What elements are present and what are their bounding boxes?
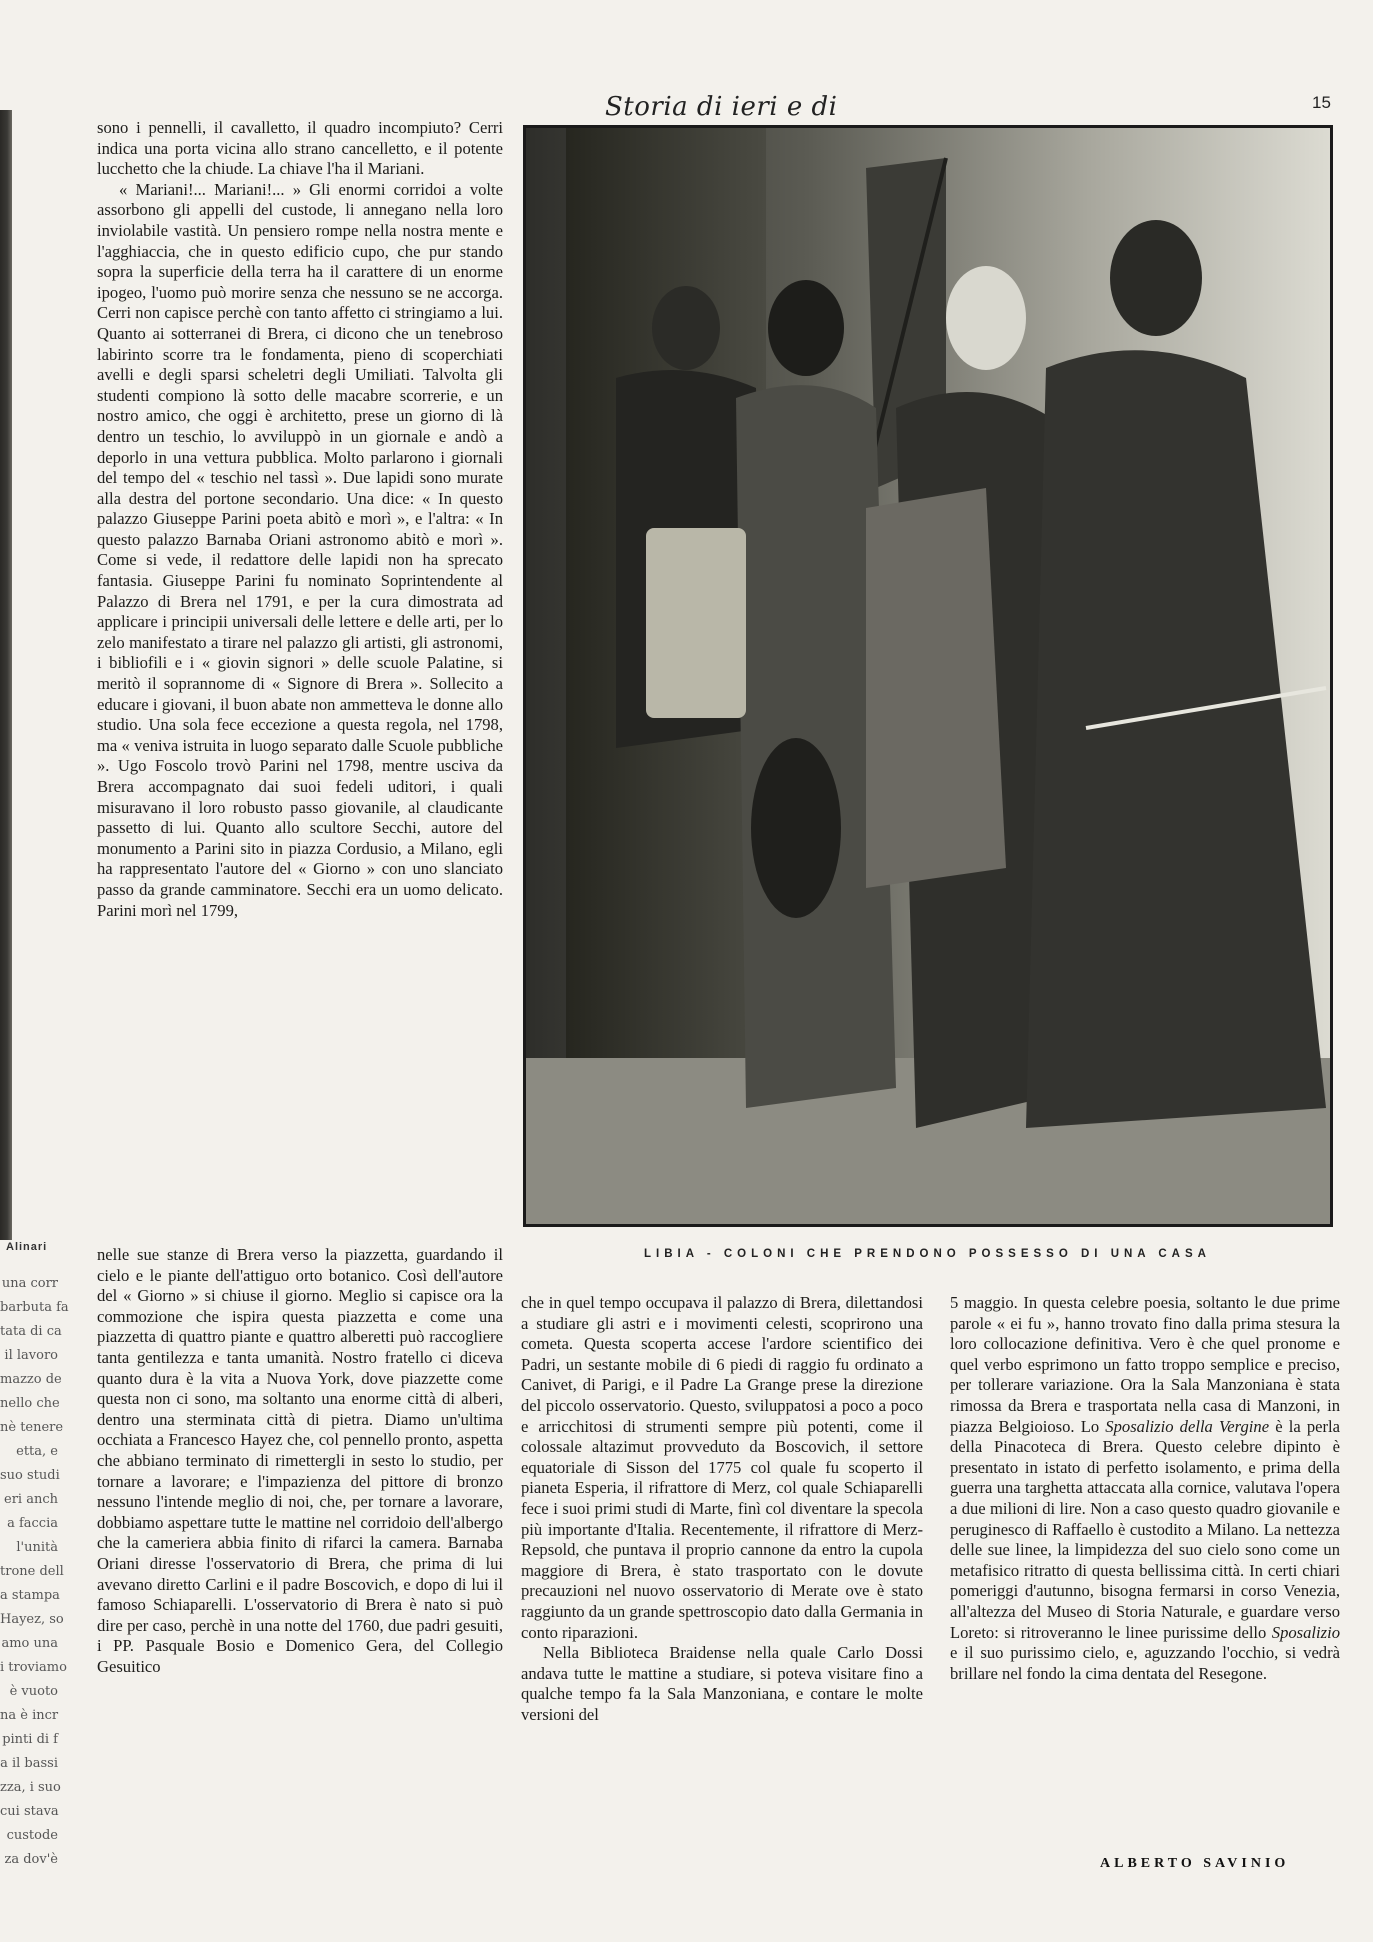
figure-3-head	[946, 266, 1026, 370]
article-column-bottom-right	[950, 1293, 1340, 1684]
gutter-fragment: eri anch	[4, 1492, 58, 1507]
gutter-fragment: tata di ca	[0, 1324, 62, 1339]
gutter-fragment: nè tenere	[0, 1420, 64, 1435]
folded-blankets	[866, 488, 1006, 888]
page-number: 15	[1312, 93, 1331, 112]
paragraph: sono i pennelli, il cavalletto, il quadro incompiuto? Cerri indica una porta vicina allo strano cancelletto, e il potente lucchetto che la chiude. La chiave l'ha il Mariani.	[97, 118, 503, 179]
photograph-colonists-libya	[523, 125, 1333, 1227]
gutter-fragment: barbuta fa	[0, 1300, 69, 1315]
gutter-fragment: na è incr	[0, 1708, 59, 1723]
gutter-fragment: zza, i suo	[0, 1780, 61, 1795]
photo-illustration	[526, 128, 1330, 1224]
paragraph: che in quel tempo occupava il palazzo di Brera, dilettandosi a studiare gli astri e i movimenti celesti, scoprirono una cometa. Questa scoperta accese l'ardore scientifico dei Padri, un sestante mobile di 6 piedi di raggio fu ordinato a Canivet, di Parigi, e il Padre La Grange prese la direzione del piccolo osservatorio. Questo, sviluppatosi a poco a poco e arricchitosi di strumenti sempre più potenti, come il colossale altazimut provveduto da Boscovich, il settore equatoriale di Sisson del 1775 col quale fu scoperto il pianeta Esperia, il rifrattore di Merz, col quale Schiaparelli fece i suoi primi studi di Marte, finì col diventare la specola più importante d'Italia. Recentemente, il rifrattore di Merz-Repsold, che puntava il proprio cannone da entro la cupola maggiore di Brera, è stato trasportato con le dovute precauzioni nel nuovo osservatorio di Merate ove è stato raggiunto da un grande spettroscopio dato dalla Germania in conto riparazioni.	[521, 1293, 923, 1642]
gutter-fragment: mazzo de	[0, 1372, 62, 1387]
photo-credit: Alinari	[6, 1241, 48, 1253]
gutter-fragment: cui stava	[0, 1804, 59, 1819]
gutter-fragment: za dov'è	[4, 1852, 58, 1867]
gutter-fragment: è vuoto	[9, 1684, 58, 1699]
figure-4-head	[1110, 220, 1202, 336]
paragraph: 5 maggio. In questa celebre poesia, soltanto le due prime parole « ei fu », hanno trovato fino dalla prima stesura la loro collocazione definitiva. Vero è che quel pronome e quel verbo esprimono un fatto troppo semplice e preciso, per tollerare variazione. Ora la Sala Manzoniana è stata rimossa da Brera e trasportata nella casa di Manzoni, in piazza Belgioioso. Lo Sposalizio della Vergine è la perla della Pinacoteca di Brera. Questo celebre dipinto è presentato in istato di perfetto isolamento, e prima della guerra una targhetta attaccata alla cornice, valutava l'opera a due milioni di lire. Non a caso questo quadro giovanile e peruginesco di Raffaello è custodito a Milano. La nettezza delle sue linee, la limpidezza del suo cielo sono come un metafisico ritratto di questa bellissima città. In certi chiari pomeriggi d'autunno, bisogna fermarsi in corso Venezia, all'altezza del Museo di Storia Naturale, e guardare verso Loreto: si ritroveranno le linee purissime dello Sposalizio e il suo purissimo cielo, e, aguzzando l'occhio, si vedrà brillare nel fondo la cima dentata del Resegone.	[950, 1293, 1341, 1683]
gutter-fragment: una corr	[1, 1276, 58, 1291]
article-column-bottom-left	[97, 1245, 503, 1677]
gutter-fragment: nello che	[0, 1396, 60, 1411]
sack	[751, 738, 841, 918]
gutter-fragment: custode	[6, 1828, 58, 1843]
running-head: Storia di ieri e di	[605, 92, 838, 122]
gutter-fragment: amo una	[1, 1636, 58, 1651]
article-column-top-left	[97, 118, 503, 921]
wicker-basket	[646, 528, 746, 718]
paragraph: nelle sue stanze di Brera verso la piazzetta, guardando il cielo e le piante dell'attiguo orto botanico. Così dell'autore del « Giorno » si chiuse il giorno. Meglio si capisce ora la commozione che ispira questa piazzetta e come una piazzetta di quattro piante e quattro alberetti può raccogliere tanta gentilezza e tanta umanità. Nostro fratello ci diceva quanto dura è la vita a Nuova York, dove piazzette come questa non ci sono, ma soltanto una enorme città di alberi, dentro una sterminata città di pietra. Diamo un'ultima occhiata a Francesco Hayez che, col pennello pronto, aspetta che abbiano terminato di rimettergli in sesto lo studio, per tornare a lavorare; e l'impazienza del pittore di bronzo nessuno l'intende meglio di noi, che, per tornare a lavorare, dobbiamo aspettare tutte le mattine nel corridoio dell'albergo che la cameriera abbia finito di rifarci la camera. Barnaba Oriani diresse l'osservatorio di Brera, che prima di lui avevano diretto Carlini e il padre Boscovich, e dopo di lui il famoso Schiaparelli. L'osservatorio di Brera è nato si può dire per caso, perchè in una notte del 1760, due padri gesuiti, i PP. Pasquale Bosio e Domenico Gera, del Collegio Gesuitico	[97, 1245, 503, 1676]
gutter-fragment: pinti di f	[2, 1732, 58, 1747]
paragraph: Nella Biblioteca Braidense nella quale Carlo Dossi andava tutte le mattine a studiare, si poteva visitare fino a qualche tempo fa la Sala Manzoniana, e contare le molte versioni del	[521, 1643, 923, 1724]
gutter-fragment: Hayez, so	[0, 1612, 64, 1627]
paragraph: « Mariani!... Mariani!... » Gli enormi corridoi a volte assorbono gli appelli del custode, li annegano nella loro inviolabile vastità. Un pensiero rompe nella nostra mente e l'agghiaccia, che in questo edificio cupo, che pur stando sopra la superficie della terra ha il carattere di un enorme ipogeo, l'uomo può morire senza che nessuno se ne accorga. Cerri non capisce perchè con tanto affetto ci stringiamo a lui. Quanto ai sotterranei di Brera, ci dicono che un tenebroso labirinto scorre tra le fondamenta, pieno di scoperchiati avelli e degli sparsi scheletri degli Umiliati. Talvolta gli studenti compiono là sotto delle macabre scorrerie, e un nostro amico, che oggi è architetto, prese un giorno di là dentro un teschio, lo avviluppò in un giornale e andò a deporlo in una vettura pubblica. Molto parlarono i giornali del tempo del « teschio nel tassì ». Due lapidi sono murate alla destra del portone secondario. Una dice: « In questo palazzo Giuseppe Parini poeta abitò e morì », e l'altra: « In questo palazzo Barnaba Oriani astronomo abitò e morì ». Come si vede, il redattore delle lapidi non ha sprecato fantasia. Giuseppe Parini fu nominato Soprintendente al Palazzo di Brera nel 1791, e per la cura dimostrata ad applicare i principii universali delle lettere e delle arti, per lo zelo manifestato a tirare nel palazzo gli artisti, gli astronomi, i bibliofili e i « giovin signori » delle scuole Palatine, si meritò il soprannome di « Signore di Brera ». Sollecito a educare i giovani, il buon abate non ammetteva le donne allo studio. Una sola fece eccezione a questa regola, nel 1798, ma « veniva istruita in luogo separato dalle Scuole pubbliche ». Ugo Foscolo trovò Parini nel 1798, mentre usciva da Brera accompagnato dai suoi fedeli uditori, i quali misuravano il loro robusto passo giovanile, al claudicante passetto di lui. Quanto allo scultore Secchi, autore del monumento a Parini sito in piazza Cordusio, a Milano, egli ha rappresentato l'autore del « Giorno » con uno slanciato passo da grande camminatore. Secchi era un uomo delicato. Parini morì nel 1799,	[97, 179, 503, 920]
figure-1-head	[652, 286, 720, 370]
previous-page-photo-edge	[0, 110, 12, 1240]
author-signature: ALBERTO SAVINIO	[1100, 1856, 1290, 1871]
previous-page-text-fragments	[0, 1272, 69, 1872]
gutter-fragment: i troviamo	[0, 1660, 67, 1675]
gutter-fragment: l'unità	[16, 1540, 58, 1555]
gutter-fragment: a faccia	[7, 1516, 58, 1531]
gutter-fragment: etta, e	[16, 1444, 58, 1459]
photo-caption: LIBIA - COLONI CHE PRENDONO POSSESSO DI UNA CASA	[644, 1248, 1211, 1260]
gutter-fragment: il lavoro	[4, 1348, 58, 1363]
gutter-fragment: suo studi	[0, 1468, 60, 1483]
gutter-fragment: a il bassi	[0, 1756, 58, 1771]
gutter-fragment: trone dell	[0, 1564, 64, 1579]
gutter-fragment: a stampa	[0, 1588, 60, 1603]
figure-2-head	[768, 280, 844, 376]
article-column-bottom-middle	[521, 1293, 923, 1725]
